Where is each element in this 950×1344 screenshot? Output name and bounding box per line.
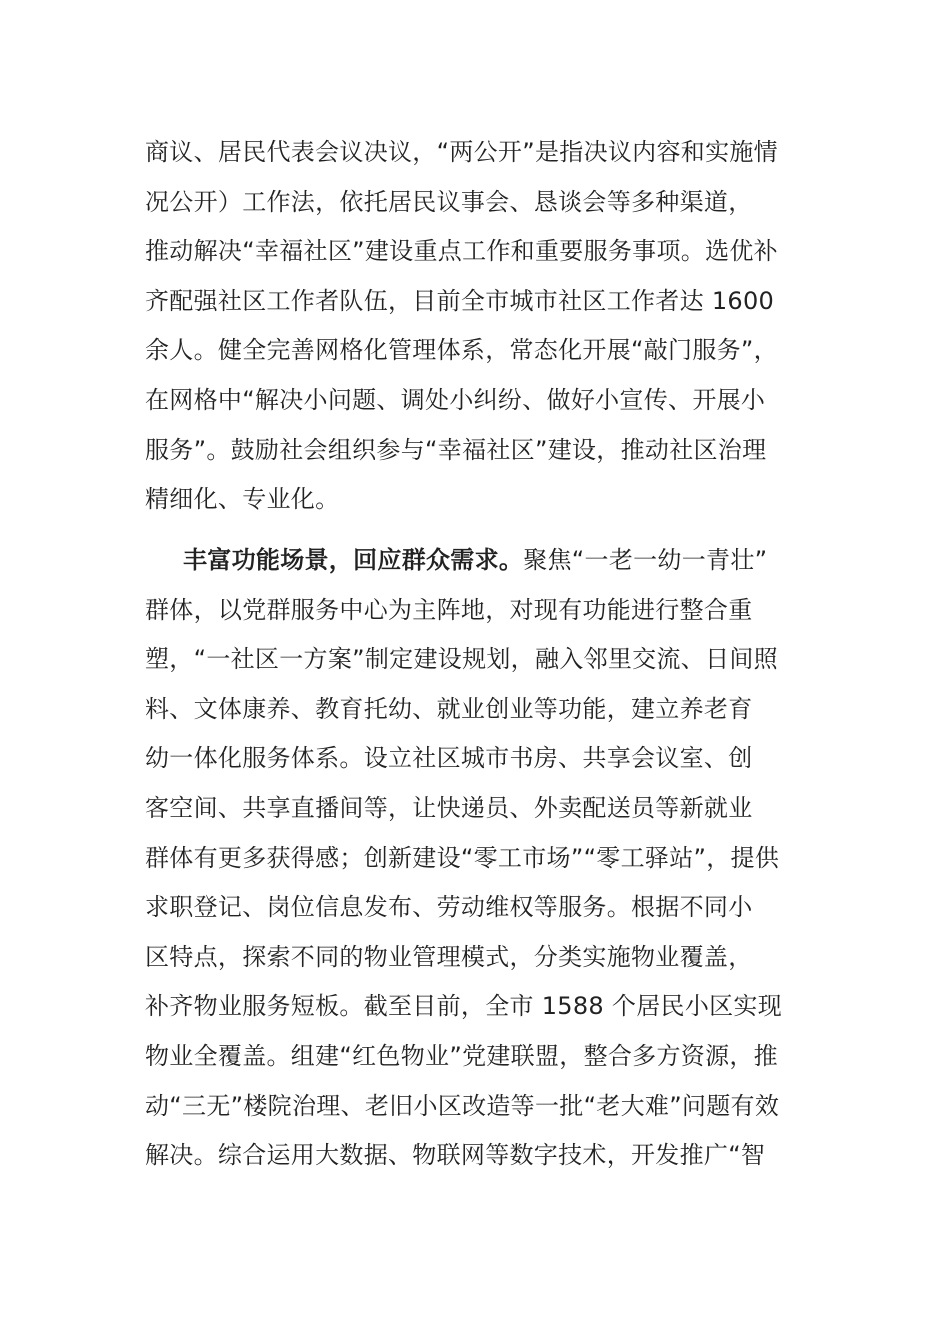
paragraph-2 (145, 536, 805, 1181)
paragraph-1-line: 商议、居民代表会议决议，“两公开”是指决议内容和实施情 (145, 138, 778, 166)
paragraph-2-first-line (145, 536, 805, 586)
paragraph-2-line: 物业全覆盖。组建“红色物业”党建联盟，整合多方资源，推 (145, 1041, 778, 1070)
paragraph-2-line: 塑，“一社区一方案”制定建设规划，融入邻里交流、日间照 (145, 645, 778, 674)
paragraph-1-line: 服务”。鼓励社会组织参与“幸福社区”建设，推动社区治理 (145, 435, 767, 464)
paragraph-2-line: 区特点，探索不同的物业管理模式，分类实施物业覆盖， (145, 942, 753, 971)
paragraph-2-line: 求职登记、岗位信息发布、劳动维权等服务。根据不同小 (145, 893, 753, 922)
paragraph-2-line: 群体有更多获得感；创新建设“零工市场”“零工驿站”，提供 (145, 843, 780, 872)
paragraph-2-line: 幼一体化服务体系。设立社区城市书房、共享会议室、创 (145, 744, 753, 773)
paragraph-2-line: 解决。综合运用大数据、物联网等数字技术，开发推广“智 (145, 1141, 766, 1170)
paragraph-2-heading: 丰富功能场景，回应群众需求。 (183, 546, 524, 574)
paragraph-1-line: 况公开）工作法，依托居民议事会、恳谈会等多种渠道， (145, 187, 753, 216)
paragraph-1-line: 精细化、专业化。 (145, 485, 340, 514)
paragraph-2-line: 动“三无”楼院治理、老旧小区改造等一批“老大难”问题有效 (145, 1091, 780, 1120)
paragraph-1 (145, 128, 805, 525)
paragraph-2-line: 补齐物业服务短板。截至目前，全市 1588 个居民小区实现 (145, 992, 783, 1021)
paragraph-1-line: 余人。健全完善网格化管理体系，常态化开展“敲门服务”， (145, 336, 778, 365)
paragraph-1-line: 推动解决“幸福社区”建设重点工作和重要服务事项。选优补 (145, 237, 778, 266)
paragraph-1-line: 齐配强社区工作者队伍，目前全市城市社区工作者达 1600 (145, 286, 775, 315)
paragraph-2-line: 客空间、共享直播间等，让快递员、外卖配送员等新就业 (145, 793, 753, 822)
paragraph-2-line: 群体，以党群服务中心为主阵地，对现有功能进行整合重 (145, 595, 753, 624)
paragraph-2-first-line-text: 聚焦“一老一幼一青壮” (523, 546, 768, 574)
paragraph-2-line: 料、文体康养、教育托幼、就业创业等功能，建立养老育 (145, 694, 753, 723)
paragraph-1-line: 在网格中“解决小问题、调处小纠纷、做好小宣传、开展小 (145, 385, 766, 414)
